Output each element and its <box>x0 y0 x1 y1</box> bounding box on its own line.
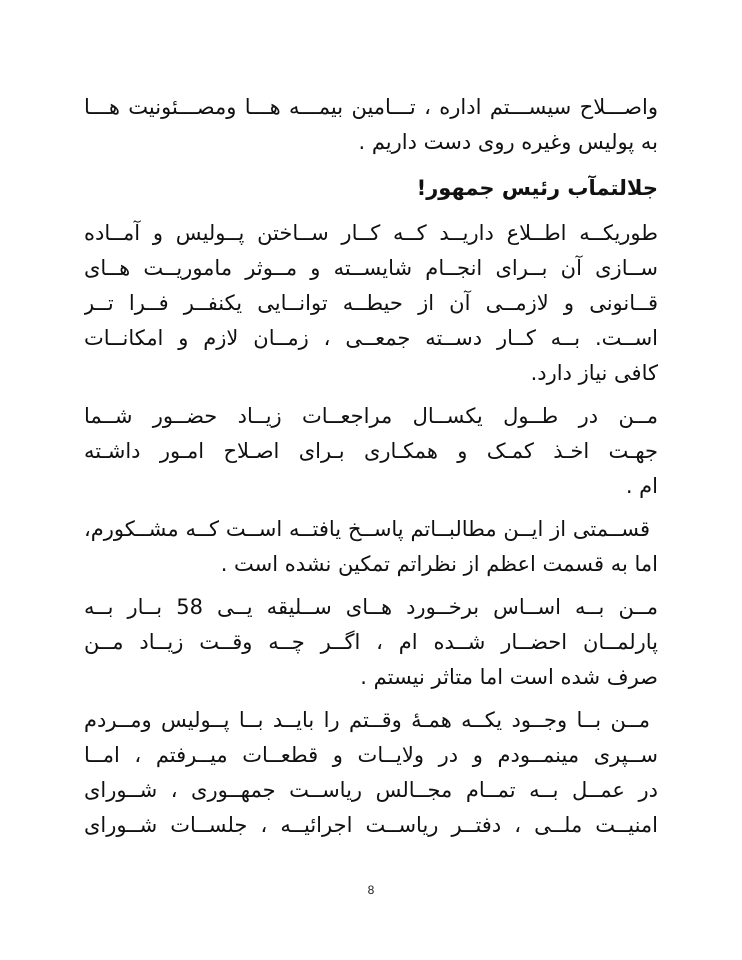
text-line: مــن بــه اســاس برخــورد هــای ســلیقه یــی 58 بــار بــه <box>84 595 658 619</box>
text-line: اســت. بــه کــار دســته جمعــی ، زمــان لازم و امکانــات <box>84 326 658 350</box>
text-line: صرف شده است اما متاثر نیستم . <box>360 665 658 689</box>
text-line: طوریکــه اطــلاع داریــد کــه کــار ســاختن پــولیس و آمــاده <box>84 221 658 245</box>
text-line: پارلمــان احضــار شــده ام ، اگــر چــه وقــت زیــاد مــن <box>84 630 658 654</box>
text-line: قــانونی و لازمــی آن از حیطــه توانــایی یکنفــر فــرا تــر <box>84 291 658 315</box>
paragraph-4 <box>84 512 658 582</box>
text-line: مــن بــا وجــود یکــه همـۀ وقــتم را بایــد بــا پــولیس ومــردم <box>84 708 650 732</box>
paragraph-1 <box>84 90 658 160</box>
text-line: جهـت اخـذ کمـک و همکـاری بـرای اصـلاح امـور داشـته <box>84 439 658 463</box>
text-line: اما به قسمت اعظم از نظراتم تمکین نشده است . <box>220 552 658 576</box>
text-line: در عمــل بــه تمــام مجــالس ریاســت جمهــوری ، شــورای <box>84 778 658 802</box>
salutation-heading: جلالتمآب رئیس جمهور! <box>416 176 658 200</box>
paragraph-6 <box>84 703 658 843</box>
text-line: واصـــلاح سیســـتم اداره ، تـــامین بیمـــه هـــا ومصـــئونیت هـــا <box>84 95 658 119</box>
salutation-heading-block <box>84 168 658 208</box>
page-number: 8 <box>367 883 375 897</box>
text-line: قســمتی از ایــن مطالبــاتم پاســخ یافتــه اســت کــه مشــکورم، <box>84 517 650 541</box>
text-line: امنیــت ملــی ، دفتــر ریاســت اجرائیــه ، جلســات شــورای <box>84 813 658 837</box>
text-line: ســازی آن بــرای انجــام شایســته و مــوثر ماموریــت هــای <box>84 256 658 280</box>
paragraph-3 <box>84 399 658 504</box>
document-page <box>84 90 658 843</box>
text-line: ســپری مینمــودم و در ولایــات و قطعــات میــرفتم ، امــا <box>84 743 658 767</box>
text-line: به پولیس وغیره روی دست داریم . <box>358 130 658 154</box>
paragraph-5 <box>84 590 658 695</box>
paragraph-2 <box>84 216 658 391</box>
text-line: کافی نیاز دارد. <box>530 361 658 385</box>
text-line: ام . <box>625 474 658 498</box>
text-line: مــن در طــول یکســال مراجعــات زیــاد حضــور شــما <box>84 404 658 428</box>
